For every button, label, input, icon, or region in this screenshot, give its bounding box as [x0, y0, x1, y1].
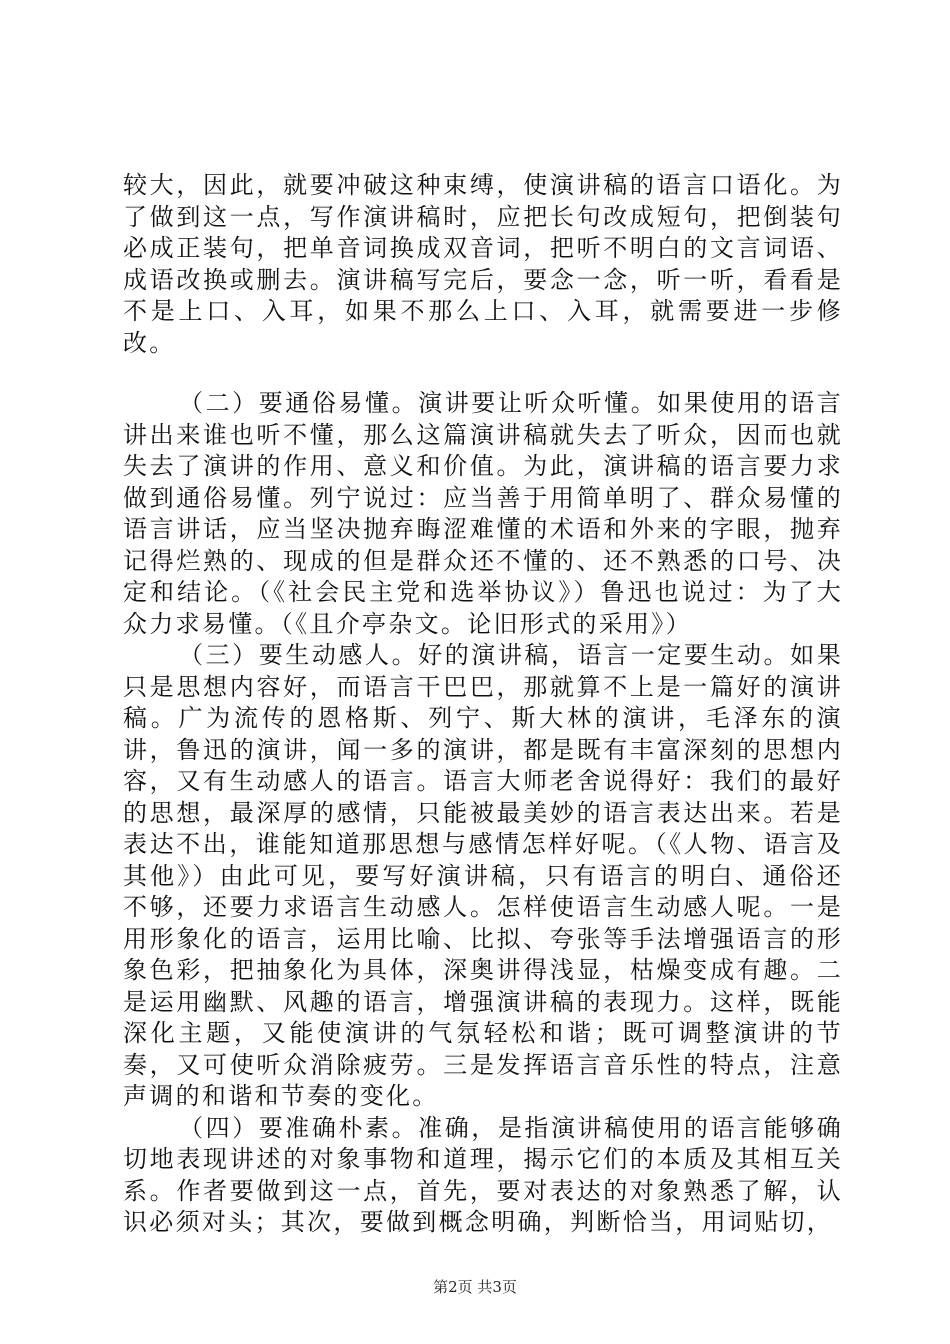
document-body [123, 170, 843, 1239]
paragraph-vivid-and-moving: （三）要生动感人。好的演讲稿，语言一定要生动。如果只是思想内容好，而语言干巴巴，那就算不上是一篇好的演讲稿。广为流传的恩格斯、列宁、斯大林的演讲，毛泽东的演讲，鲁迅的演讲，闻一多的演讲，都是既有丰富深刻的思想内容，又有生动感人的语言。语言大师老舍说得好：我们的最好的思想，最深厚的感情，只能被最美妙的语言表达出来。若是表达不出，谁能知道那思想与感情怎样好呢。（《人物、语言及其他》）由此可见，要写好演讲稿，只有语言的明白、通俗还不够，还要力求语言生动感人。怎样使语言生动感人呢。一是用形象化的语言，运用比喻、比拟、夸张等手法增强语言的形象色彩，把抽象化为具体，深奥讲得浅显，枯燥变成有趣。二是运用幽默、风趣的语言，增强演讲稿的表现力。这样，既能深化主题，又能使演讲的气氛轻松和谐；既可调整演讲的节奏，又可使听众消除疲劳。三是发挥语言音乐性的特点，注意声调的和谐和节奏的变化。 [123, 641, 843, 1110]
paragraph-accurate-and-plain: （四）要准确朴素。准确，是指演讲稿使用的语言能够确切地表现讲述的对象事物和道理，揭示它们的本质及其相互关系。作者要做到这一点，首先，要对表达的对象熟悉了解，认识必须对头；其次，要做到概念明确，判断恰当，用词贴切， [123, 1113, 843, 1236]
page-number-footer: 第2页 共3页 [433, 1278, 517, 1296]
paragraph-colloquial: 较大，因此，就要冲破这种束缚，使演讲稿的语言口语化。为了做到这一点，写作演讲稿时，应把长句改成短句，把倒装句必成正装句，把单音词换成双音词，把听不明白的文言词语、成语改换或删去。演讲稿写完后，要念一念，听一听，看看是不是上口、入耳，如果不那么上口、入耳，就需要进一步修改。 [123, 171, 843, 357]
paragraph-easy-to-understand: （二）要通俗易懂。演讲要让听众听懂。如果使用的语言讲出来谁也听不懂，那么这篇演讲稿就失去了听众，因而也就失去了演讲的作用、意义和价值。为此，演讲稿的语言要力求做到通俗易懂。列宁说过：应当善于用简单明了、群众易懂的语言讲话，应当坚决抛弃晦涩难懂的术语和外来的字眼，抛弃记得烂熟的、现成的但是群众还不懂的、还不熟悉的口号、决定和结论。（《社会民主党和选举协议》）鲁迅也说过：为了大众力求易懂。（《且介亭杂文。论旧形式的采用》） [123, 389, 843, 638]
